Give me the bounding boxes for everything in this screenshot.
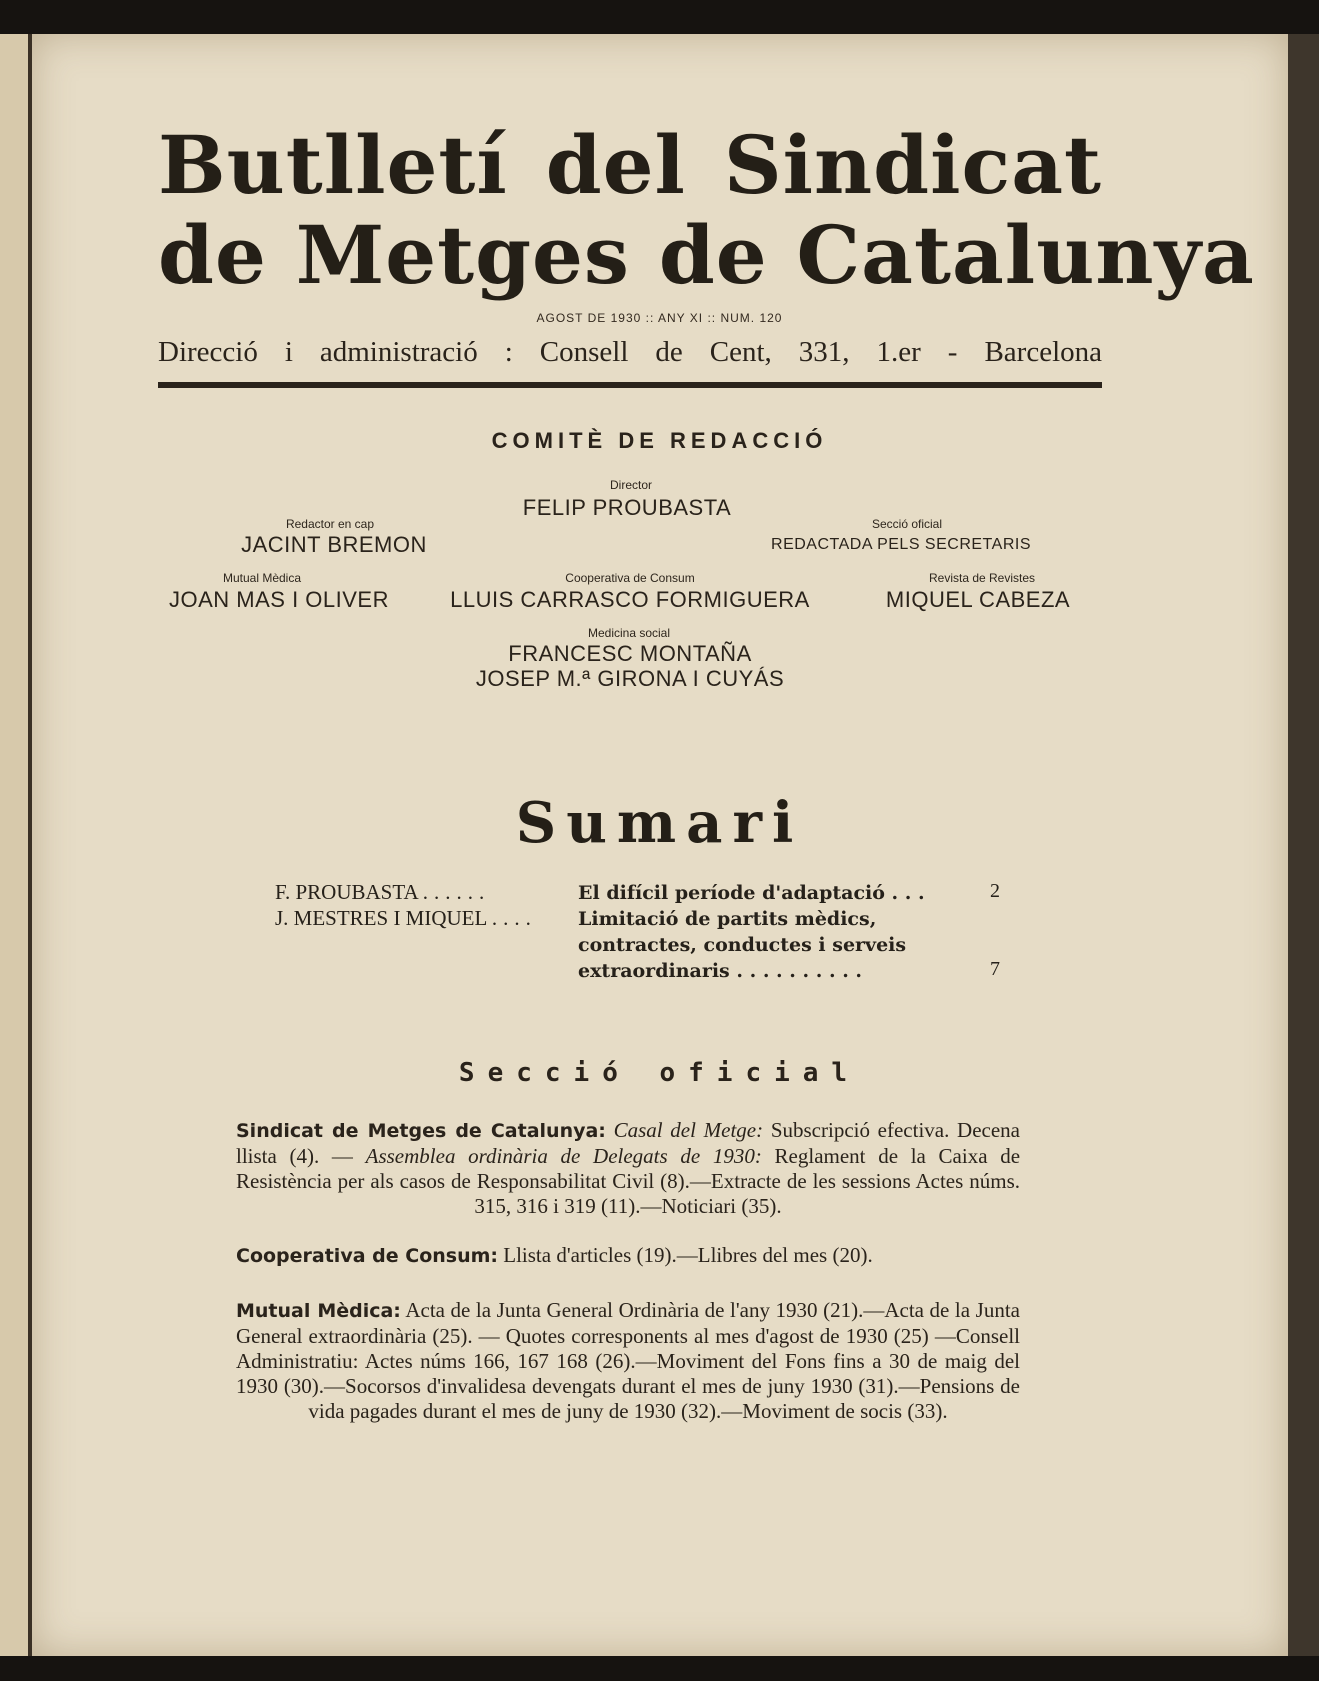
issue-info: AGOST DE 1930 :: ANY XI :: NUM. 120	[536, 311, 783, 325]
social-name-2: JOSEP M.ª GIRONA I CUYÁS	[475, 666, 785, 691]
masthead-title-line2: de Metges de Catalunya	[158, 208, 1255, 302]
seccio-entry-cooperativa	[236, 1243, 1020, 1269]
director-name: FELIP PROUBASTA	[522, 495, 732, 520]
table-of-contents	[250, 880, 1000, 982]
entry-italic: Casal del Metge:	[613, 1118, 764, 1142]
entry-text: Subscripció efectiva. Decena llista (4). —	[236, 1118, 1021, 1168]
masthead-title-line1: Butlletí del Sindicat	[158, 118, 1102, 212]
entry-lead: Sindicat de Metges de Catalunya:	[236, 1120, 606, 1142]
entry-italic: Assemblea ordinària de Delegats de 1930:	[365, 1144, 762, 1168]
toc-author	[275, 906, 537, 931]
toc-author	[275, 880, 490, 905]
toc-author-text: J. MESTRES I MIQUEL	[275, 906, 487, 930]
revista-name: MIQUEL CABEZA	[885, 587, 1071, 612]
redactor-role: Redactor en cap	[285, 517, 375, 531]
mutual-name: JOAN MAS I OLIVER	[169, 587, 389, 612]
entry-lead: Mutual Mèdica:	[236, 1300, 401, 1322]
committee-heading: COMITÈ DE REDACCIÓ	[491, 428, 828, 453]
masthead-rule	[158, 382, 1102, 388]
toc-title: El difícil període d'adaptació . . .	[578, 882, 925, 904]
oficial-role: Secció oficial	[871, 517, 943, 531]
entry-text: Acta de la Junta General Ordinària de l'any 1930 (21).—Acta de la Junta General extraordinària (25). — Quotes corresponents al mes d'agost de 1930 (25) —Consell Administratiu: Actes núms 166, 167 168 (26).—Moviment del Fons fins a 30 de maig del 1930 (30).—Socorsos d'invalidesa devengats durant el mes de juny 1930 (31).—Pensions de vida pagades durant el mes de juny de 1930 (32).—Moviment de socis (33).	[236, 1298, 1020, 1423]
redactor-name: JACINT BREMON	[241, 532, 427, 557]
entry-lead: Cooperativa de Consum:	[236, 1245, 499, 1267]
entry-text: Llista d'articles (19).—Llibres del mes (20).	[503, 1243, 873, 1267]
toc-leader-dots: ....	[491, 906, 537, 930]
director-role: Director	[609, 478, 653, 492]
toc-author-text: F. PROUBASTA	[275, 880, 418, 904]
oficial-name: REDACTADA PELS SECRETARIS	[771, 536, 1031, 553]
coop-name: LLUIS CARRASCO FORMIGUERA	[450, 587, 810, 612]
toc-page: 7	[990, 958, 1000, 980]
sumari-heading: Sumari	[515, 790, 804, 856]
toc-item	[250, 906, 1000, 982]
toc-title: Limitació de partits mèdics, contractes, conductes i serveis extraordinaris . . . . . . . . . .	[578, 908, 907, 982]
toc-leader-dots: ......	[422, 880, 491, 904]
seccio-oficial-heading: Secció oficial	[458, 1058, 861, 1088]
social-role: Medicina social	[587, 626, 671, 640]
mutual-role: Mutual Mèdica	[222, 571, 302, 585]
toc-page: 2	[990, 880, 1000, 902]
social-name-1: FRANCESC MONTAÑA	[508, 641, 752, 666]
address-line: Direcció i administració : Consell de Cent, 331, 1.er - Barcelona	[158, 336, 1102, 368]
coop-role: Cooperativa de Consum	[565, 571, 695, 585]
toc-item	[250, 880, 1000, 906]
revista-role: Revista de Revistes	[928, 571, 1036, 585]
entry-text: Reglament de la Caixa de Resistència per als casos de Responsabilitat Civil (8).—Extracte de les sessions Actes núms. 315, 316 i 319 (11).—Noticiari (35).	[236, 1144, 1021, 1218]
seccio-entry-sindicat	[236, 1118, 1020, 1219]
seccio-entry-mutual	[236, 1298, 1020, 1424]
